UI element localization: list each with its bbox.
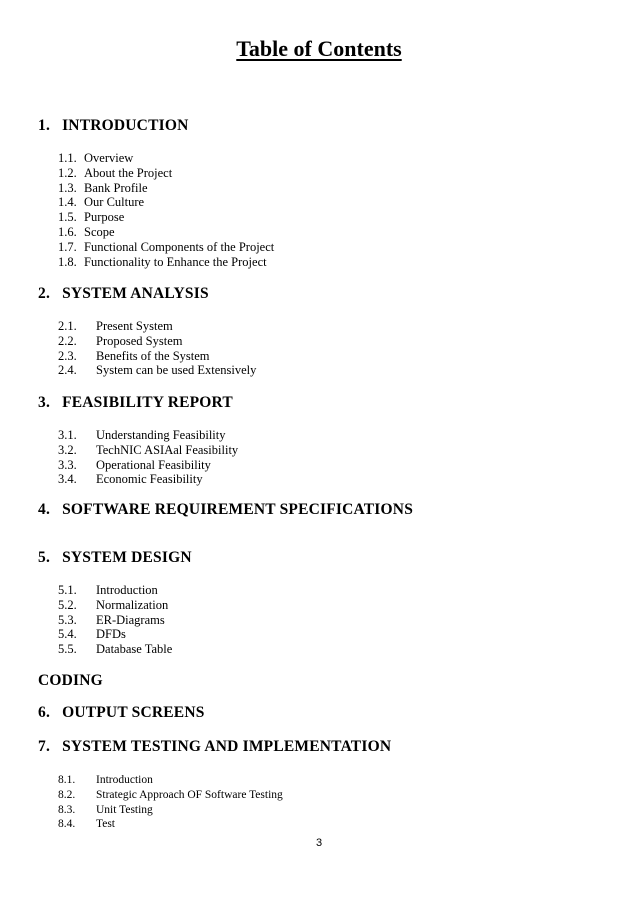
page-title [0,36,638,62]
subitem-text: Benefits of the System [96,348,210,363]
subitem-number: 8.3. [58,803,76,816]
subitem-text: Functional Components of the Project [84,239,275,254]
subitem-number: 5.3. [58,612,77,627]
subitem-number: 1.5. [58,210,77,225]
toc-subitems-system-analysis [58,319,256,378]
toc-section-system-analysis [38,285,209,303]
subitem-text: Overview [84,151,134,165]
toc-section-feasibility-report [38,394,233,412]
subitem-text: Introduction [96,774,153,786]
toc-subitem [58,598,172,613]
subitem-number: 5.2. [58,597,77,612]
toc-subitem [58,319,256,334]
section-number: 5. [38,549,51,566]
section-number: 1. [38,117,51,134]
subitem-number: 1.6. [58,224,77,239]
subitem-number: 5.4. [58,627,77,642]
subitem-number: 1.2. [58,165,77,180]
toc-subitem [58,151,274,166]
subitem-number: 2.3. [58,348,77,363]
toc-subitems-feasibility-report [58,428,238,487]
subitem-text: ER-Diagrams [96,612,165,627]
subitem-number: 1.8. [58,254,77,269]
toc-subitem [58,349,256,364]
subitem-text: Our Culture [84,195,145,210]
subitem-text: Understanding Feasibility [96,428,226,442]
toc-subitems-introduction [58,151,274,269]
subitem-number: 2.2. [58,333,77,348]
toc-subitem [58,363,256,378]
toc-subitem [58,627,172,642]
section-heading: SYSTEM ANALYSIS [62,285,209,302]
toc-subitem [58,225,274,240]
toc-subitems-system-design [58,583,172,657]
section-heading: SYSTEM TESTING AND IMPLEMENTATION [62,738,392,755]
toc-section-system-testing [38,738,391,756]
section-heading: OUTPUT SCREENS [62,704,205,721]
page-title-text: Table of Contents [236,36,402,61]
subitem-text: Scope [84,224,115,239]
section-heading: FEASIBILITY REPORT [62,394,233,411]
subitem-text: Economic Feasibility [96,472,203,487]
subitem-number: 3.1. [58,428,77,442]
subitem-text: TechNIC ASIAal Feasibility [96,442,239,457]
section-number: 6. [38,704,51,721]
subitem-text: Strategic Approach OF Software Testing [96,788,283,801]
subitem-number: 3.2. [58,442,77,457]
toc-subitem [58,210,274,225]
subitem-text: DFDs [96,627,126,642]
toc-subitem [58,583,172,598]
toc-subitem [58,240,274,255]
toc-subitem [58,428,238,443]
section-number: 3. [38,394,51,411]
section-heading: CODING [38,672,103,689]
toc-subitem [58,195,274,210]
subitem-text: Proposed System [96,333,183,348]
subitem-number: 1.3. [58,180,77,195]
toc-section-coding [38,672,103,690]
toc-section-system-design [38,549,192,567]
toc-subitem [58,803,283,818]
subitem-number: 8.4. [58,818,76,831]
toc-subitem [58,817,283,832]
subitem-number: 8.1. [58,774,76,786]
toc-subitem [58,181,274,196]
toc-subitem [58,613,172,628]
toc-section-introduction [38,117,189,135]
section-heading: SOFTWARE REQUIREMENT SPECIFICATIONS [62,501,414,518]
subitem-number: 8.2. [58,788,76,801]
toc-subitem [58,458,238,473]
toc-section-software-requirements [38,501,413,519]
section-number: 4. [38,501,51,518]
subitem-text: Normalization [96,597,169,612]
toc-subitem [58,788,283,803]
toc-subitem [58,334,256,349]
subitem-number: 3.3. [58,457,77,472]
subitem-text: Operational Feasibility [96,457,211,472]
toc-subitem [58,255,274,270]
toc-section-output-screens [38,704,205,722]
subitem-text: Purpose [84,210,125,225]
subitem-text: Unit Testing [96,803,153,816]
subitem-number: 3.4. [58,472,77,487]
toc-subitem [58,472,238,487]
subitem-number: 1.4. [58,195,77,210]
subitem-number: 2.4. [58,363,77,378]
section-number: 7. [38,738,51,755]
toc-subitems-system-testing [58,773,283,832]
subitem-text: About the Project [84,165,173,180]
toc-subitem [58,166,274,181]
subitem-text: Introduction [96,583,158,597]
toc-subitem [58,443,238,458]
subitem-text: Bank Profile [84,180,148,195]
toc-subitem [58,773,283,788]
subitem-text: System can be used Extensively [96,363,257,378]
subitem-text: Present System [96,319,173,333]
section-heading: INTRODUCTION [62,117,189,134]
subitem-number: 1.7. [58,239,77,254]
section-heading: SYSTEM DESIGN [62,549,192,566]
subitem-number: 2.1. [58,319,77,333]
subitem-number: 5.5. [58,642,77,657]
subitem-text: Functionality to Enhance the Project [84,254,267,269]
subitem-text: Test [96,818,115,831]
subitem-number: 1.1. [58,151,77,165]
subitem-text: Database Table [96,642,173,657]
subitem-number: 5.1. [58,583,77,597]
toc-subitem [58,642,172,657]
section-number: 2. [38,285,51,302]
page-number: 3 [315,837,323,849]
